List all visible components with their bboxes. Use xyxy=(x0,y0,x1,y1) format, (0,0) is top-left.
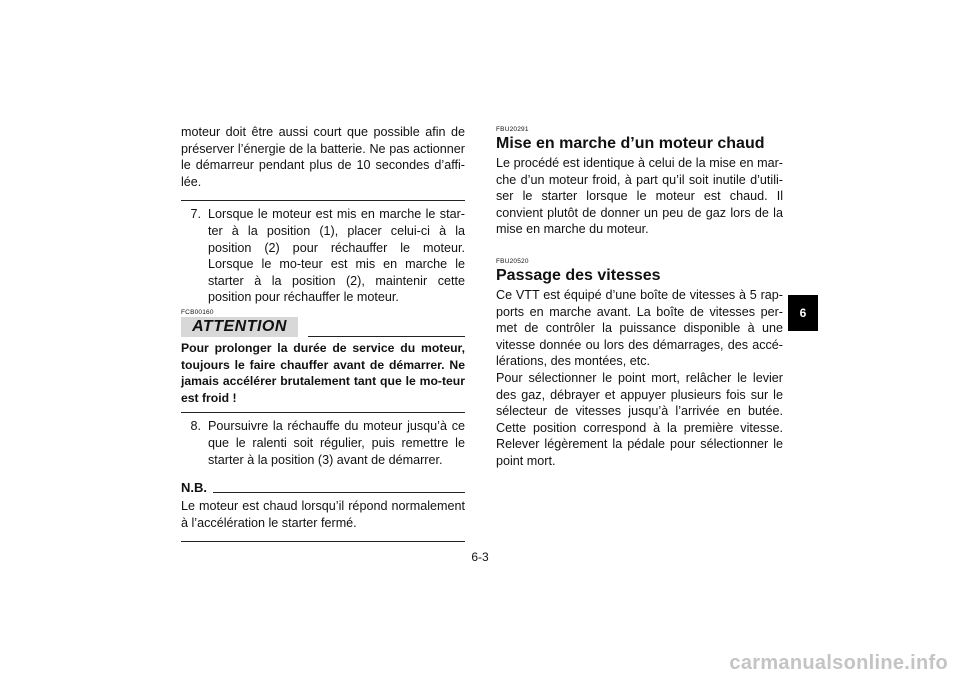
divider xyxy=(181,541,465,542)
divider xyxy=(181,412,465,413)
step-8 xyxy=(181,418,465,468)
step-text: Lorsque le moteur est mis en marche le star-ter à la position (1), placer celui-ci à la position (2) pour réchauffer le moteur. Lorsque le mo-teur est mis en marche le starter à la position (2), maintenir cette position pour réchauffer le moteur. xyxy=(208,207,465,305)
step-number: 8. xyxy=(190,419,201,434)
section-paragraph: Le procédé est identique à celui de la mise en mar-che d’un moteur froid, à part qu’il soit inutile d’utili-ser le starter lorsque le moteur est chaud. Il convient plutôt de donner un peu de gaz lors de la mise en marche du moteur. xyxy=(496,156,783,237)
section-paragraph: Pour sélectionner le point mort, relâcher le levier des gaz, débrayer et appuyer plusieurs fois sur le sélecteur de vitesses jusqu’à l’arrivée en butée. Cette position correspond à la première vitesse. Relever légèrement la pédale pour sélectionner le point mort. xyxy=(496,370,783,468)
nb-title: N.B. xyxy=(181,480,207,496)
attention-rule xyxy=(308,336,465,337)
nb-text: Le moteur est chaud lorsqu’il répond normalement à l’accélération le starter fermé. xyxy=(181,499,465,530)
divider xyxy=(181,200,465,201)
watermark: carmanualsonline.info xyxy=(729,652,948,674)
left-column xyxy=(181,124,465,542)
attention-title: ATTENTION xyxy=(181,317,298,337)
attention-text: Pour prolonger la durée de service du moteur, toujours le faire chauffer avant de démarrer. Ne jamais accélérer brutalement tant que le mo-teur est froid ! xyxy=(181,340,465,405)
section-paragraph: Ce VTT est équipé d’une boîte de vitesses à 5 rap-ports en marche avant. La boîte de vitesses per-met de contrôler la puissance disponible à une vitesse donnée ou lors des démarrages, des accé-lérations, des montées, etc. xyxy=(496,287,783,369)
page-number: 6-3 xyxy=(471,550,489,564)
attention-code: FCB00160 xyxy=(181,308,214,316)
nb-header xyxy=(181,480,465,496)
step-text: Poursuivre la réchauffe du moteur jusqu’à ce que le ralenti soit régulier, puis remettre le starter à la position (3) avant de démarrer. xyxy=(208,419,465,467)
intro-paragraph: moteur doit être aussi court que possible afin de préserver l’énergie de la batterie. Ne pas actionner le démarreur pendant plus de 10 secondes d’affi-lée. xyxy=(181,125,465,189)
chapter-tab: 6 xyxy=(788,295,818,331)
step-number: 7. xyxy=(190,207,201,222)
section-code: FBU20520 xyxy=(496,257,529,265)
step-7 xyxy=(181,206,465,306)
section-heading: Passage des vitesses xyxy=(496,266,661,284)
section-heading: Mise en marche d’un moteur chaud xyxy=(496,135,765,152)
nb-rule xyxy=(213,492,465,493)
right-column xyxy=(496,124,783,470)
attention-header xyxy=(181,317,465,337)
section-code: FBU20291 xyxy=(496,126,529,133)
